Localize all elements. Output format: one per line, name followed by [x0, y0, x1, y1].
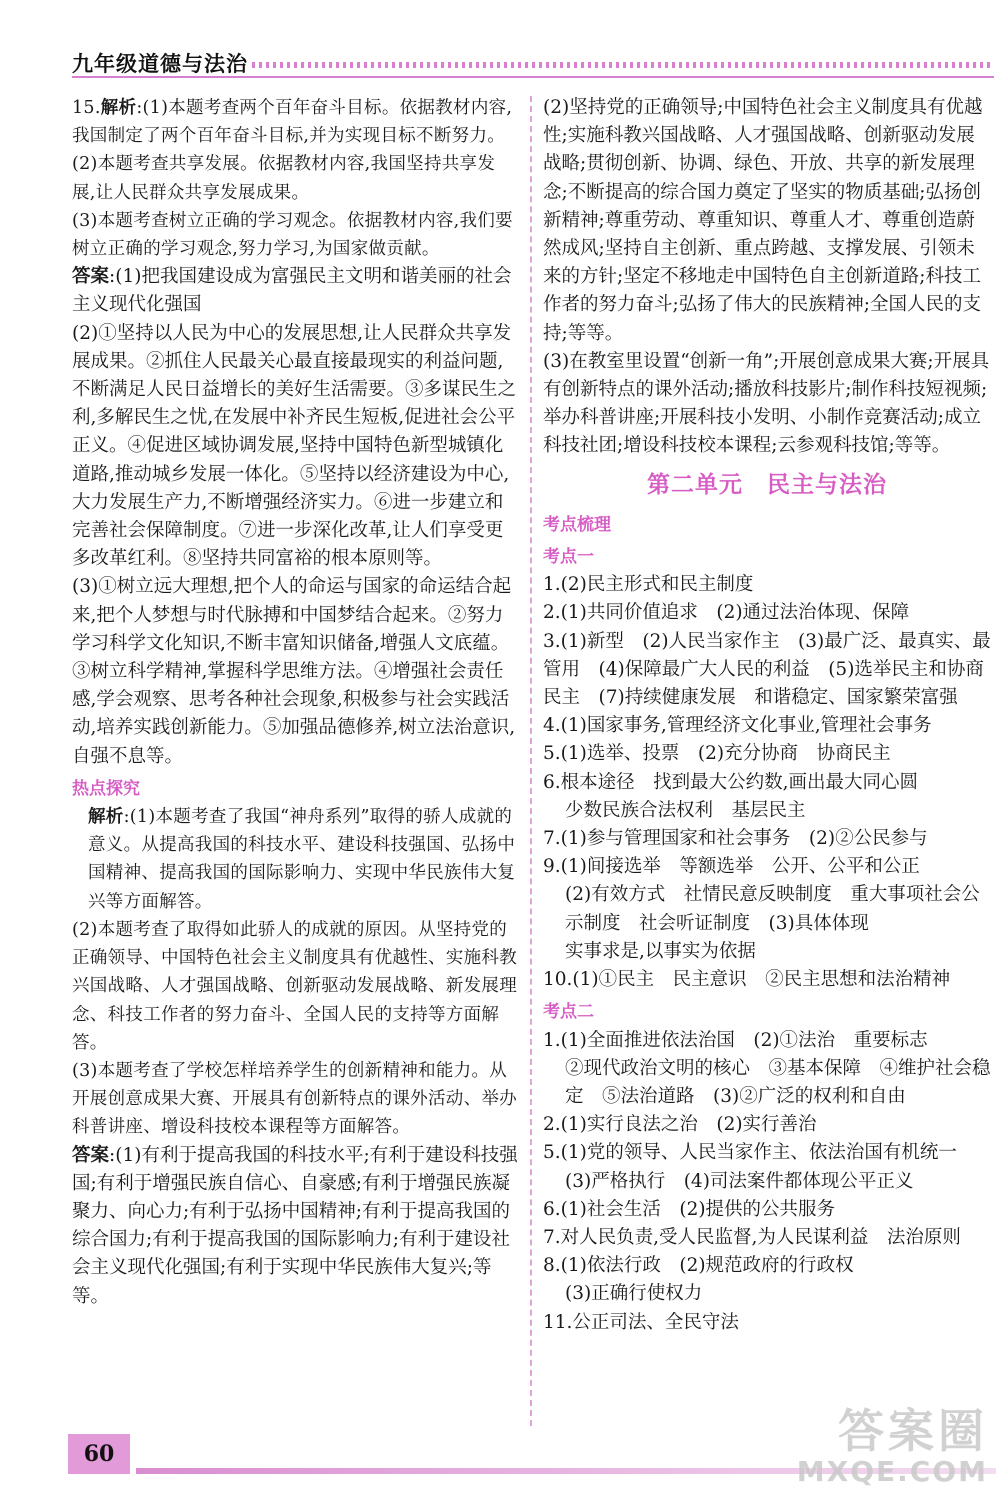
left-column — [72, 94, 518, 1311]
q15-jiexi-3: (3)本题考查树立正确的学习观念。依据教材内容,我们要树立正确的学习观念,努力学习,为国家做贡献。 — [72, 210, 513, 260]
hot-heading: 热点探究 — [72, 778, 140, 799]
k1-line: 4.(1)国家事务,管理经济文化事业,管理社会事务 — [543, 715, 932, 737]
q15-jiexi-2: (2)本题考查共享发展。依据教材内容,我国坚持共享发展,让人民群众共享发展成果。 — [72, 154, 496, 203]
k1-line: (2)有效方式 社情民意反映制度 重大事项社会公示制度 社会听证制度 (3)具体体现 — [565, 884, 980, 934]
k2-line: ②现代政治文明的核心 ③基本保障 ④维护社会稳定 ⑤法治道路 (3)②广泛的权利和自由 — [565, 1057, 991, 1107]
hot-jiexi-2: (2)本题考查了取得如此骄人的成就的原因。从坚持党的正确领导、中国特色社会主义制度具有优越性、实施科教兴国战略、人才强国战略、创新驱动发展战略、新发展理念、科技工作者的努力奋斗、全国人民的支持等方面解答。 — [72, 919, 517, 1053]
k2-line: 8.(1)依法行政 (2)规范政府的行政权 — [543, 1255, 854, 1277]
k1-line: 1.(2)民主形式和民主制度 — [543, 574, 754, 596]
column-divider — [530, 96, 532, 1426]
k1-line: 10.(1)①民主 民主意识 ②民主思想和法治精神 — [543, 969, 951, 991]
right-cont-1: (2)坚持党的正确领导;中国特色社会主义制度具有优越性;实施科教兴国战略、人才强国战略、创新驱动发展战略;贯彻创新、协调、绿色、开放、共享的新发展理念;不断提高的综合国力奠定了坚实的物质基础;弘扬创新精神;尊重劳动、尊重知识、尊重人才、尊重创造蔚然成风;坚持自主创新、重点跨越、支撑发展、引领未来的方针;坚定不移地走中国特色自主创新道路;科技工作者的努力奋斗;弘扬了伟大的民族精神;全国人民的支持;等等。 — [543, 97, 983, 344]
page-header — [72, 44, 994, 80]
q15-daan-2: (2)①坚持以人民为中心的发展思想,让人民群众共享发展成果。②抓住人民最关心最直接最现实的利益问题,不断满足人民日益增长的美好生活需要。③多谋民生之利,多解民生之忧,在发展中补齐民生短板,促进社会公平正义。④促进区域协调发展,坚持中国特色新型城镇化道路,推动城乡发展一体化。⑤坚持以经济建设为中心,大力发展生产力,不断增强经济实力。⑥进一步建立和完善社会保障制度。⑦进一步深化改革,让人们享受更多改革红利。⑧坚持共同富裕的根本原则等。 — [72, 322, 517, 570]
k2-line: 5.(1)党的领导、人民当家作主、依法治国有机统一 — [543, 1142, 957, 1164]
k2-line: (3)正确行使权力 — [565, 1283, 703, 1305]
k1-line: 5.(1)选举、投票 (2)充分协商 协商民主 — [543, 743, 891, 765]
hot-jiexi-3: (3)本题考查了学校怎样培养学生的创新精神和能力。从开展创意成果大赛、开展具有创新特点的课外活动、举办科普讲座、增设科技校本课程等方面解答。 — [72, 1060, 517, 1138]
right-cont-2: (3)在教室里设置“创新一角”;开展创意成果大赛;开展具有创新特点的课外活动;播放科技影片;制作科技短视频;举办科普讲座;开展科技小发明、小制作竞赛活动;成立科技社团;增设科技校本课程;云参观科技馆;等等。 — [543, 350, 990, 457]
kaodian1-heading: 考点一 — [543, 547, 594, 568]
k2-line: 1.(1)全面推进依法治国 (2)①法治 重要标志 — [543, 1029, 928, 1051]
k2-line: 2.(1)实行良法之治 (2)实行善治 — [543, 1114, 817, 1136]
k1-line: 6.根本途径 找到最大公约数,画出最大同心圆 — [543, 771, 919, 793]
k1-line: 9.(1)间接选举 等额选举 公开、公平和公正 — [543, 856, 920, 878]
watermark-logo-text: 答案圈 — [838, 1404, 988, 1458]
header-rule — [72, 76, 994, 78]
q15-daan-1: 答案:(1)把我国建设成为富强民主文明和谐美丽的社会主义现代化强国 — [72, 266, 512, 316]
q15-daan-3: (3)①树立远大理想,把个人的命运与国家的命运结合起来,把个人梦想与时代脉搏和中国梦结合起来。②努力学习科学文化知识,不断丰富知识储备,增强人文底蕴。③树立科学精神,掌握科学思维方法。④增强社会责任感,学会观察、思考各种社会现象,积极参与社会实践活动,培养实践创新能力。⑤加强品德修养,树立法治意识,自强不息等。 — [72, 576, 516, 767]
k1-line: 7.(1)参与管理国家和社会事务 (2)②公民参与 — [543, 828, 928, 850]
kaodian2-heading: 考点二 — [543, 1002, 594, 1023]
watermark-url: MXQE.COM — [796, 1455, 988, 1488]
watermark — [797, 1395, 988, 1488]
k1-line: 实事求是,以事实为依据 — [565, 940, 756, 962]
k2-line: 11.公正司法、全民守法 — [543, 1311, 739, 1333]
k1-line: 2.(1)共同价值追求 (2)通过法治体现、保障 — [543, 602, 910, 624]
k2-line: 7.对人民负责,受人民监督,为人民谋利益 法治原则 — [543, 1226, 961, 1248]
unit-title: 第二单元 民主与法治 — [647, 471, 887, 498]
hot-jiexi-1: 解析:(1)本题考查了我国“神舟系列”取得的骄人成就的意义。从提高我国的科技水平、建设科技强国、弘扬中国精神、提高我国的国际影响力、实现中华民族伟大复兴等方面解答。 — [88, 807, 516, 912]
k1-line: 少数民族合法权利 基层民主 — [565, 799, 806, 821]
k2-line: 6.(1)社会生活 (2)提供的公共服务 — [543, 1198, 836, 1220]
k1-line: 3.(1)新型 (2)人民当家作主 (3)最广泛、最真实、最管用 (4)保障最广大人民的利益 (5)选举民主和协商民主 (7)持续健康发展 和谐稳定、国家繁荣富强 — [543, 630, 991, 709]
kaodian-shuli-heading: 考点梳理 — [543, 514, 611, 535]
hot-daan: 答案:(1)有利于提高我国的科技水平;有利于建设科技强国;有利于增强民族自信心、自豪感;有利于增强民族凝聚力、向心力;有利于弘扬中国精神;有利于提高我国的综合国力;有利于提高我国的国际影响力;有利于建设社会主义现代化强国;有利于实现中华民族伟大复兴;等等。 — [72, 1144, 518, 1307]
k2-line: (3)严格执行 (4)司法案件都体现公平正义 — [565, 1170, 914, 1192]
q15-jiexi-1: 15.解析:(1)本题考查两个百年奋斗目标。依据教材内容,我国制定了两个百年奋斗目标,并为实现目标不断努力。 — [72, 98, 513, 147]
header-dotted-rule — [252, 62, 994, 68]
page-number: 60 — [68, 1434, 130, 1474]
right-column — [543, 94, 991, 1337]
header-title: 九年级道德与法治 — [72, 52, 248, 76]
